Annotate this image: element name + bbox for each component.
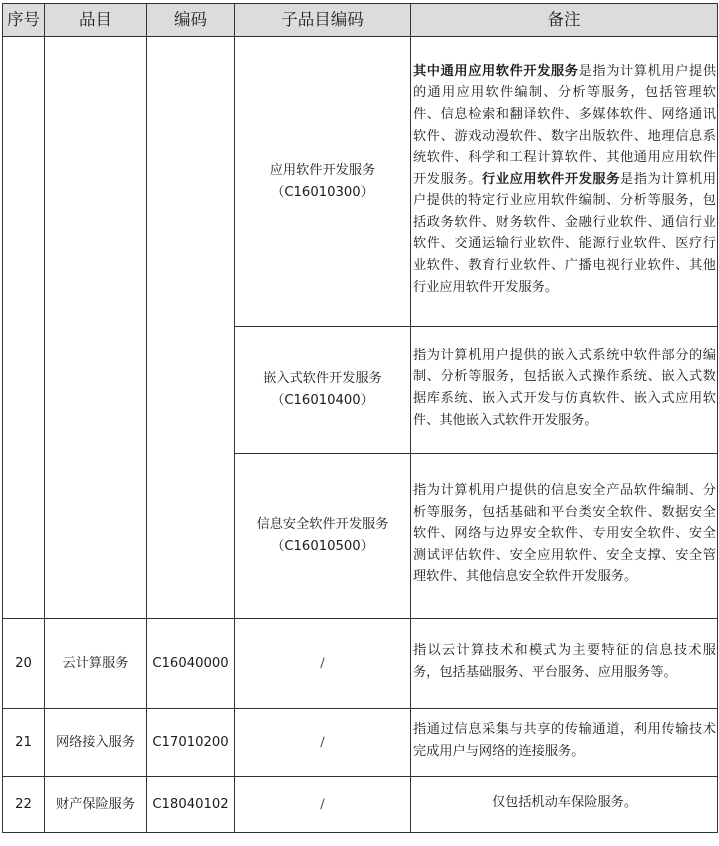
header-note: 备注	[411, 4, 718, 37]
continued-item-cell	[45, 37, 147, 619]
sub-item-name: 信息安全软件开发服务	[256, 517, 389, 533]
sub-item-cell	[235, 327, 411, 454]
header-code: 编码	[147, 4, 235, 37]
table-row	[3, 777, 718, 833]
sub-code-cell: /	[235, 709, 411, 777]
sub-item-cell	[235, 37, 411, 327]
table-body	[3, 37, 718, 833]
note-text: 是指为计算机用户提供的通用应用软件编制、分析等服务，包括管理软件、信息检索和翻译软件、多媒体软件、网络通讯软件、游戏动漫软件、数字出版软件、地理信息系统软件、科学和工程计算软件、其他通用应用软件开发服务。	[413, 63, 717, 187]
sub-item-code: （C16010500）	[271, 539, 374, 554]
code-cell: C18040102	[147, 777, 235, 833]
item-cell: 云计算服务	[45, 619, 147, 709]
sub-item-name: 应用软件开发服务	[269, 162, 376, 178]
header-sub-code: 子品目编码	[235, 4, 411, 37]
note-bold-term: 行业应用软件开发服务	[482, 171, 621, 187]
sub-code-cell: /	[235, 619, 411, 709]
seq-cell: 22	[3, 777, 45, 833]
header-item: 品目	[45, 4, 147, 37]
continued-code-cell	[147, 37, 235, 619]
note-cell: 指为计算机用户提供的嵌入式系统中软件部分的编制、分析等服务，包括嵌入式操作系统、嵌入式数据库系统、嵌入式开发与仿真软件、嵌入式应用软件、其他嵌入式软件开发服务。	[411, 327, 718, 454]
sub-item-cell	[235, 454, 411, 619]
note-cell	[411, 37, 718, 327]
note-text: 是指为计算机用户提供的特定行业应用软件编制、分析等服务，包括政务软件、财务软件、金融行业软件、通信行业软件、交通运输行业软件、能源行业软件、医疗行业软件、教育行业软件、广播电视行业软件、其他行业应用软件开发服务。	[413, 171, 717, 295]
note-cell: 仅包括机动车保险服务。	[411, 777, 718, 833]
note-cell: 指为计算机用户提供的信息安全产品软件编制、分析等服务，包括基础和平台类安全软件、数据安全软件、网络与边界安全软件、专用安全软件、安全测试评估软件、安全应用软件、安全支撑、安全管理软件、其他信息安全软件开发服务。	[411, 454, 718, 619]
sub-item-name: 嵌入式软件开发服务	[263, 371, 382, 387]
sub-code-cell: /	[235, 777, 411, 833]
seq-cell: 20	[3, 619, 45, 709]
table-header	[3, 4, 718, 37]
catalog-table	[2, 3, 718, 833]
continued-seq-cell	[3, 37, 45, 619]
header-row	[3, 4, 718, 37]
item-cell: 网络接入服务	[45, 709, 147, 777]
seq-cell: 21	[3, 709, 45, 777]
sub-item-code: （C16010400）	[271, 393, 374, 408]
note-bold-term: 其中通用应用软件开发服务	[413, 63, 579, 79]
sub-item-code: （C16010300）	[271, 184, 374, 200]
item-cell: 财产保险服务	[45, 777, 147, 833]
table-row	[3, 709, 718, 777]
table-row	[3, 37, 718, 327]
code-cell: C17010200	[147, 709, 235, 777]
code-cell: C16040000	[147, 619, 235, 709]
table-row	[3, 619, 718, 709]
note-cell: 指以云计算技术和模式为主要特征的信息技术服务，包括基础服务、平台服务、应用服务等。	[411, 619, 718, 709]
header-seq: 序号	[3, 4, 45, 37]
note-cell: 指通过信息采集与共享的传输通道，利用传输技术完成用户与网络的连接服务。	[411, 709, 718, 777]
